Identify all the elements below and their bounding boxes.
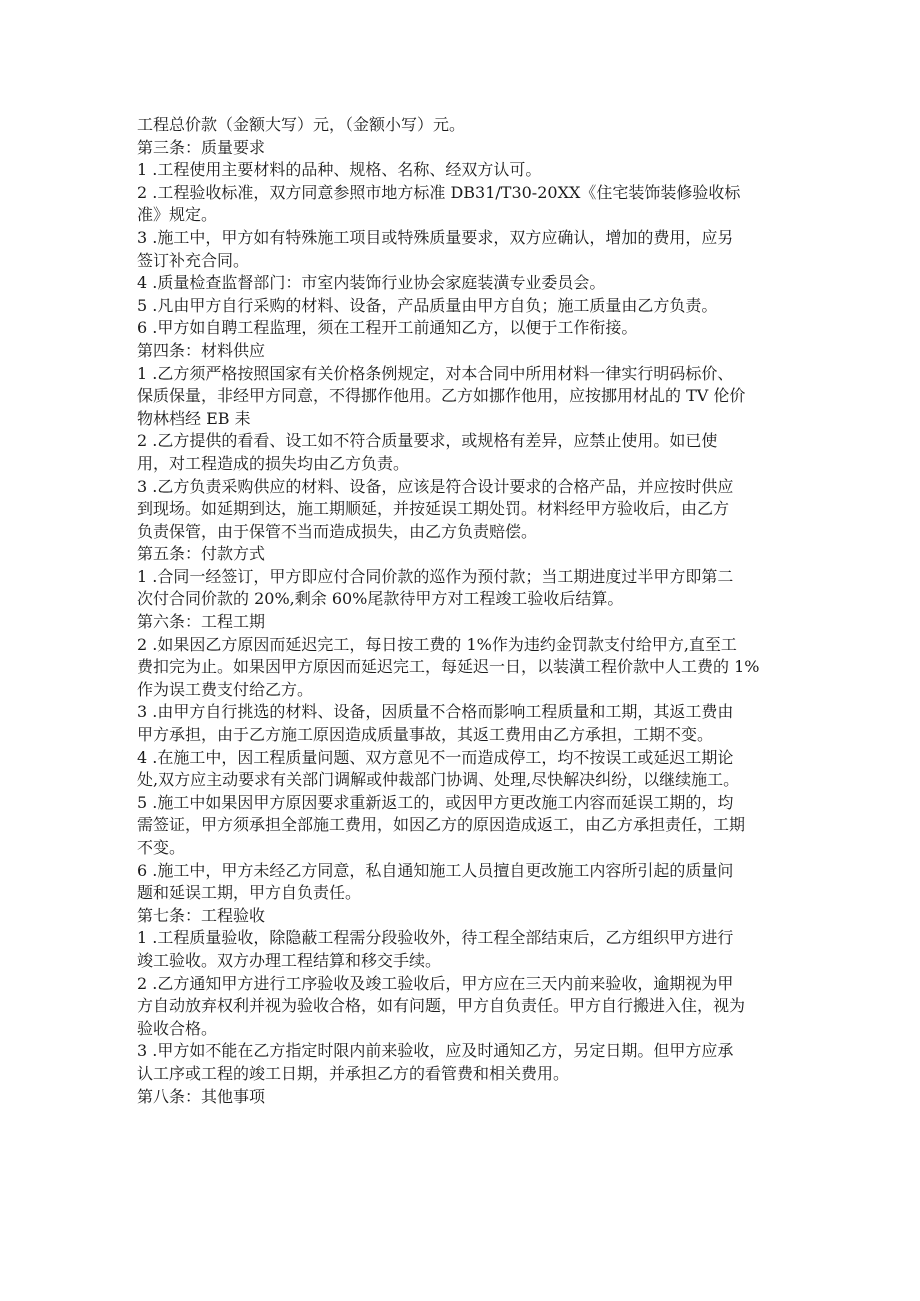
text-line: 3 .乙方负责采购供应的材料、设备，应该是符合设计要求的合格产品，并应按时供应 bbox=[137, 476, 734, 496]
text-line: 5 .凡由甲方自行采购的材料、设备，产品质量由甲方自负；施工质量由乙方负责。 bbox=[137, 295, 718, 315]
text-line: 方自动放弃权利并视为验收合格，如有问题，甲方自负责任。甲方自行搬进入住，视为 bbox=[137, 996, 746, 1016]
text-line: 6 .甲方如自聘工程监理，须在工程开工前通知乙方，以便于工作衔接。 bbox=[137, 318, 638, 338]
text-line: 题和延误工期，甲方自负责任。 bbox=[137, 883, 362, 903]
section-heading: 第五条：付款方式 bbox=[137, 544, 266, 564]
text-line: 工程总价款（金额大写）元，（金额小写）元。 bbox=[137, 115, 466, 134]
text-line: 甲方承担，由于乙方施工原因造成质量事故，其返工费用由乙方承担，工期不变。 bbox=[137, 725, 714, 745]
text-line: 处,双方应主动要求有关部门调解或仲裁部门协调、处理,尽快解决纠纷，以继续施工。 bbox=[137, 770, 740, 790]
text-line: 1 .工程质量验收，除隐蔽工程需分段验收外，待工程全部结束后，乙方组织甲方进行 bbox=[137, 928, 734, 948]
text-line: 5 .施工中如果因甲方原因要求重新返工的，或因甲方更改施工内容而延误工期的，均 bbox=[137, 792, 734, 812]
text-line: 用，对工程造成的损失均由乙方负责。 bbox=[137, 453, 410, 473]
section-heading: 第七条：工程验收 bbox=[137, 905, 266, 925]
text-line: 负责保管，由于保管不当而造成损失，由乙方负责赔偿。 bbox=[137, 521, 538, 541]
text-line: 4 .在施工中，因工程质量问题、双方意见不一而造成停工，均不按误工或延迟工期论 bbox=[137, 747, 734, 767]
text-line: 次付合同价款的 20%,剩余 60%尾款待甲方对工程竣工验收后结算。 bbox=[137, 589, 624, 609]
section-heading: 第四条：材料供应 bbox=[137, 340, 266, 360]
text-line: 不变。 bbox=[137, 838, 186, 857]
text-line: 2 .乙方提供的看看、设工如不符合质量要求，或规格有差异，应禁止使用。如已使 bbox=[137, 431, 718, 451]
text-line: 3 .甲方如不能在乙方指定时限内前来验收，应及时通知乙方，另定日期。但甲方应承 bbox=[137, 1041, 734, 1061]
section-heading: 第八条：其他事项 bbox=[137, 1086, 266, 1106]
text-line: 3 .施工中，甲方如有特殊施工项目或特殊质量要求，双方应确认，增加的费用，应另 bbox=[137, 227, 734, 247]
text-line: 2 .如果因乙方原因而延迟完工，每日按工费的 1%作为违约金罚款支付给甲方,直至工 bbox=[137, 634, 737, 654]
text-line: 3 .由甲方自行挑选的材料、设备，因质量不合格而影响工程质量和工期，其返工费由 bbox=[137, 702, 734, 722]
text-line: 1 .合同一经签订，甲方即应付合同价款的巡作为预付款；当工期进度过半甲方即第二 bbox=[137, 566, 734, 586]
text-line: 验收合格。 bbox=[137, 1018, 218, 1038]
section-heading: 第六条：工程工期 bbox=[137, 612, 266, 632]
section-heading: 第三条：质量要求 bbox=[137, 137, 266, 157]
text-line: 6 .施工中，甲方未经乙方同意，私自通知施工人员擅自更改施工内容所引起的质量问 bbox=[137, 860, 734, 880]
document-body bbox=[137, 114, 787, 1108]
text-line: 1 .乙方须严格按照国家有关价格条例规定，对本合同中所用材料一律实行明码标价、 bbox=[137, 363, 734, 383]
text-line: 认工序或工程的竣工日期，并承担乙方的看管费和相关费用。 bbox=[137, 1063, 570, 1083]
text-line: 准》规定。 bbox=[137, 205, 218, 225]
text-line: 竣工验收。双方办理工程结算和移交手续。 bbox=[137, 950, 442, 970]
text-line: 2 .乙方通知甲方进行工序验收及竣工验收后，甲方应在三天内前来验收，逾期视为甲 bbox=[137, 973, 734, 993]
text-line: 4 .质量检查监督部门：市室内装饰行业协会家庭装潢专业委员会。 bbox=[137, 273, 606, 293]
text-line: 保质保量，非经甲方同意，不得挪作他用。乙方如挪作他用，应按挪用材乩的 TV 伦价 bbox=[137, 386, 746, 406]
text-line: 费扣完为止。如果因甲方原因而延迟完工，每延迟一日，以装潢工程价款中人工费的 1% bbox=[137, 657, 760, 677]
text-line: 签订补充合同。 bbox=[137, 250, 250, 270]
text-line: 需签证，甲方须承担全部施工费用，如因乙方的原因造成返工，由乙方承担责任，工期 bbox=[137, 815, 746, 835]
text-line: 到现场。如延期到达，施工期顺延，并按延误工期处罚。材料经甲方验收后，由乙方 bbox=[137, 499, 730, 519]
text-line: 2 .工程验收标准，双方同意参照市地方标准 DB31/T30-20XX《住宅装饰装修验收标 bbox=[137, 182, 741, 202]
text-line: 物林档经 EB 耒 bbox=[137, 408, 251, 428]
text-line: 作为误工费支付给乙方。 bbox=[137, 679, 314, 699]
text-line: 1 .工程使用主要材料的品种、规格、名称、经双方认可。 bbox=[137, 160, 542, 180]
